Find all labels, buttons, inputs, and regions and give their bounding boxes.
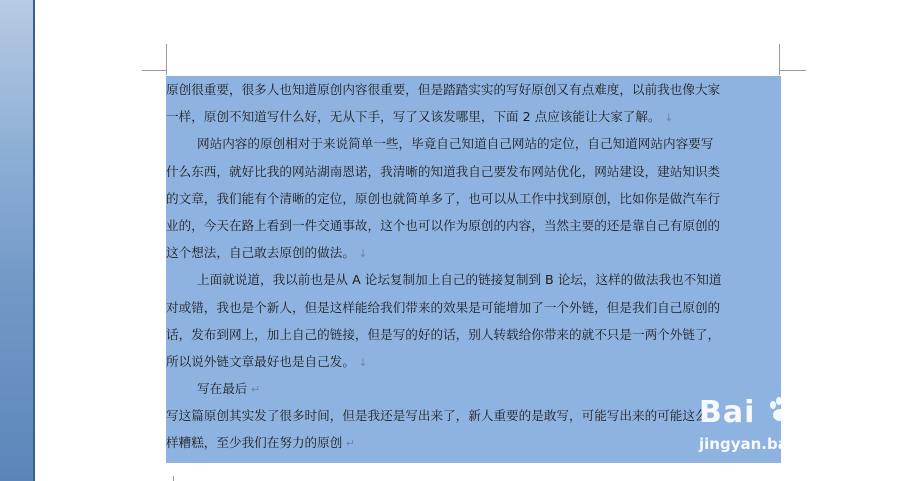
paragraph-mark-icon: ↓ — [354, 247, 368, 261]
paw-icon — [765, 395, 795, 425]
text-line[interactable] — [166, 103, 781, 130]
text-line[interactable] — [166, 266, 781, 293]
paragraph[interactable] — [166, 266, 781, 375]
baidu-jingyan-watermark — [699, 395, 859, 459]
document-body[interactable] — [166, 76, 781, 457]
margin-mark-top-right-horizontal — [780, 70, 806, 71]
paragraph-mark-icon: ↓ — [660, 111, 674, 125]
paragraph-mark-icon: ↵ — [247, 383, 261, 397]
text-line[interactable] — [166, 375, 781, 402]
line-text: 样糟糕，至少我们在努力的原创 — [166, 435, 343, 451]
text-line[interactable] — [166, 158, 781, 185]
paragraph-mark-icon: ↵ — [342, 437, 356, 451]
line-text: 的文章，我们能有个清晰的定位，原创也就简单多了，也可以从工作中找到原创，比如你是做汽车行 — [166, 190, 721, 206]
text-line[interactable] — [166, 185, 781, 212]
watermark-logo-text: Bai — [699, 395, 756, 430]
line-text: 所以说外链文章最好也是自己发。 — [166, 353, 355, 369]
paragraph-mark-icon: ↓ — [354, 355, 368, 369]
paragraph[interactable] — [166, 375, 781, 402]
selected-text-region[interactable] — [166, 76, 781, 463]
margin-mark-bottom-left — [173, 476, 174, 481]
text-line[interactable] — [166, 402, 781, 429]
paragraph[interactable] — [166, 130, 781, 266]
text-line[interactable] — [166, 239, 781, 266]
line-text: 话，发布到网上，加上自己的链接，但是写的好的话，别人转载给你带来的就不只是一两个外链了， — [166, 326, 721, 342]
line-text: 写在最后 — [197, 381, 248, 397]
margin-mark-top-left-vertical — [166, 44, 167, 75]
paragraph[interactable] — [166, 76, 781, 130]
line-text: 原创很重要，很多人也知道原创内容很重要，但是踏踏实实的写好原创又有点难度，以前我也像大家 — [166, 82, 721, 97]
text-line[interactable] — [166, 212, 781, 239]
text-line[interactable] — [166, 348, 781, 375]
line-text: 业的，今天在路上看到一件交通事故，这个也可以作为原创的内容，当然主要的还是靠自己有原创的 — [166, 217, 721, 233]
watermark-brand: 经验 — [795, 404, 843, 432]
line-text: 这个想法，自己敢去原创的做法。 — [166, 245, 355, 261]
line-text: 对或错，我也是个新人，但是这样能给我们带来的效果是可能增加了一个外链，但是我们自己原创的 — [166, 299, 721, 315]
line-text: 上面就说道，我以前也是从 A 论坛复制加上自己的链接复制到 B 论坛，这样的做法我也不知道 — [197, 272, 722, 288]
text-line[interactable] — [166, 429, 781, 456]
text-line[interactable] — [166, 130, 781, 157]
watermark-url: jingyan.baidu.com — [699, 435, 855, 453]
margin-mark-top-left-horizontal — [142, 70, 166, 71]
ribbon-side-panel — [0, 0, 33, 481]
line-text: 一样，原创不知道写什么好，无从下手，写了又该发哪里，下面 2 点应该能让大家了解。 — [166, 109, 661, 125]
text-line[interactable] — [166, 321, 781, 348]
paragraph[interactable] — [166, 402, 781, 456]
text-line[interactable] — [166, 76, 781, 103]
text-line[interactable] — [166, 294, 781, 321]
line-text: 什么东西，就好比我的网站湖南恩诺，我清晰的知道我自己要发布网站优化，网站建设，建站知识类 — [166, 163, 721, 179]
line-text: 写这篇原创其实发了很多时间，但是我还是写出来了，新人重要的是敢写，可能写出来的可能这么 — [166, 408, 708, 424]
line-text: 网站内容的原创相对于来说简单一些，毕竟自己知道自己网站的定位，自己知道网站内容要写 — [197, 136, 714, 152]
